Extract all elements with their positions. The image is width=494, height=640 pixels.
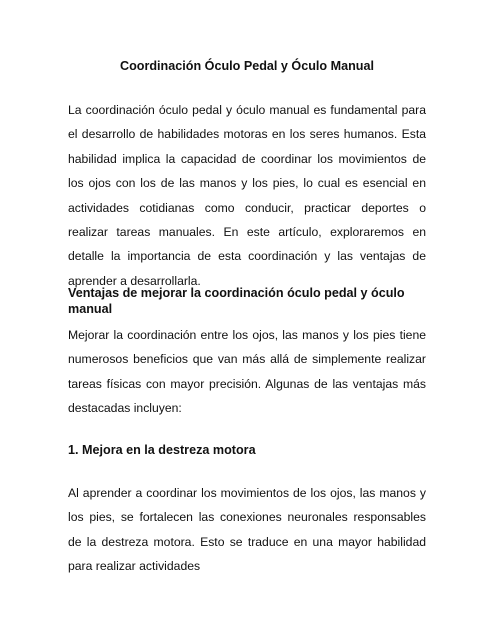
section-paragraph: Mejorar la coordinación entre los ojos, las manos y los pies tiene numerosos beneficios que van más allá de simplemente realizar tareas físicas con mayor precisión. Algunas de las ventajas más destacadas incluyen: [68,328,426,416]
section-heading-ventajas: Ventajas de mejorar la coordinación óculo pedal y óculo manual [68,286,405,316]
subsection-heading-destreza: 1. Mejora en la destreza motora [68,443,256,457]
intro-paragraph: La coordinación óculo pedal y óculo manual es fundamental para el desarrollo de habilidades motoras en los seres humanos. Esta habilidad implica la capacidad de coordinar los movimientos de los ojos con los de las manos y los pies, lo cual es esencial en actividades cotidianas como conducir, practicar deportes o realizar tareas manuales. En este artículo, exploraremos en detalle la importancia de esta coordinación y las ventajas de aprender a desarrollarla. [68,103,426,288]
document-title: Coordinación Óculo Pedal y Óculo Manual [119,59,374,73]
subsection-paragraph: Al aprender a coordinar los movimientos de los ojos, las manos y los pies, se fortalecen las conexiones neuronales responsables de la destreza motora. Esto se traduce en una mayor habilidad para realizar actividades [68,486,426,574]
